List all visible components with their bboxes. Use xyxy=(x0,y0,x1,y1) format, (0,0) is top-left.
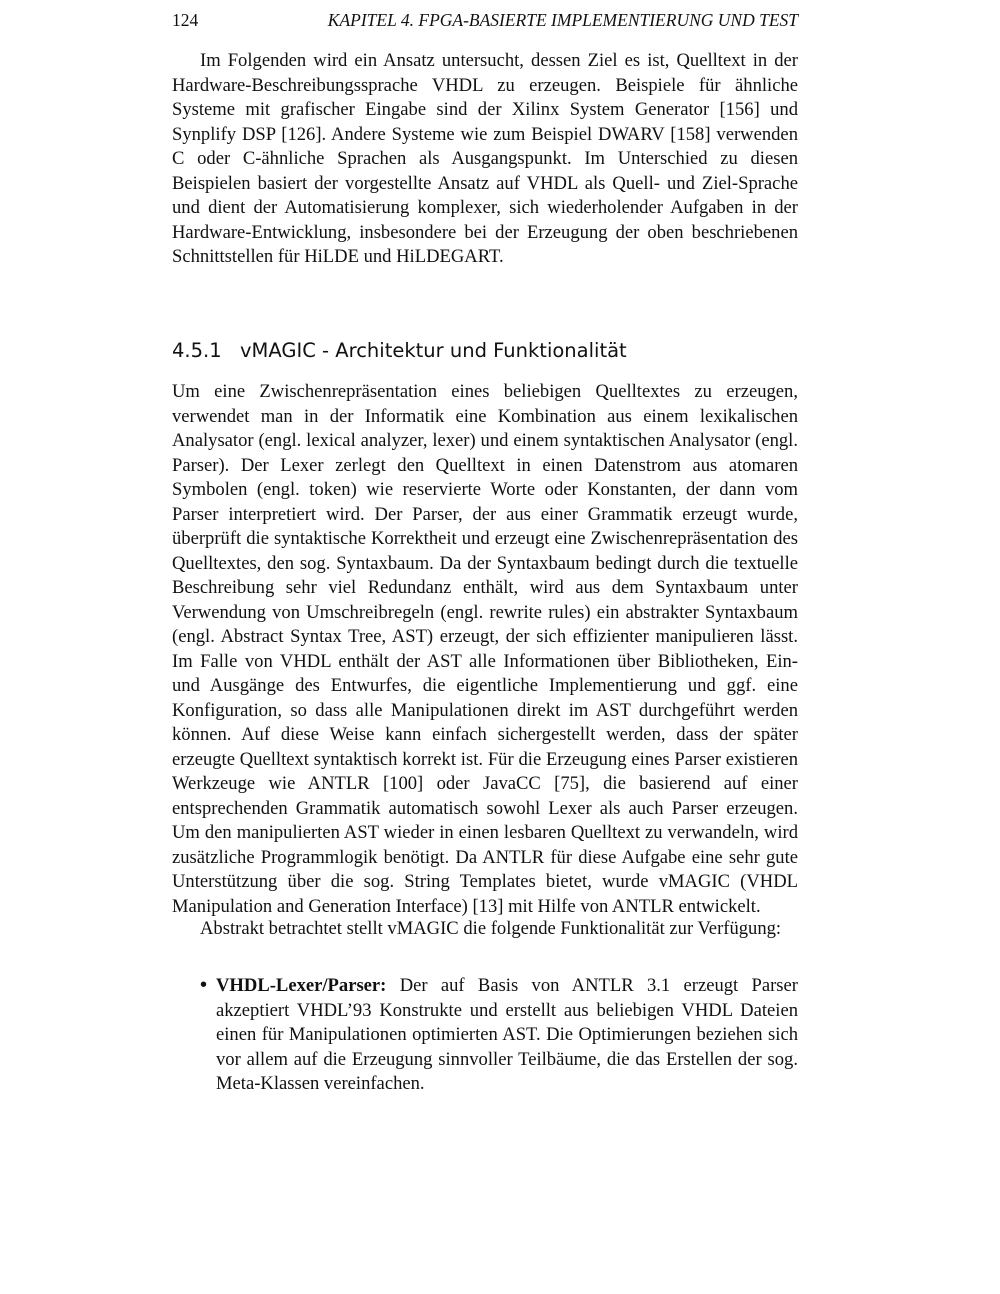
intro-paragraph: Im Folgenden wird ein Ansatz untersucht, dessen Ziel es ist, Quelltext in der Hardware-Beschreibungssprache VHDL zu erzeugen. Beispiele für ähnliche Systeme mit grafischer Eingabe sind der Xilinx System Generator [156] und Synplify DSP [126]. Andere Systeme wie zum Beispiel DWARV [158] verwenden C oder C-ähnliche Sprachen als Ausgangspunkt. Im Unterschied zu diesen Beispielen basiert der vorgestellte Ansatz auf VHDL als Quell- und Ziel-Sprache und dient der Automatisierung komplexer, sich wiederholender Aufgaben in der Hardware-Entwicklung, insbesondere bei der Erzeugung der oben beschriebenen Schnittstellen für HiLDE und HiLDEGART. xyxy=(172,50,798,267)
bullet-icon: • xyxy=(198,975,209,996)
list-item-text: Der auf Basis von ANTLR 3.1 erzeugt Parser akzeptiert VHDL’93 Konstrukte und erstellt aus beliebigen VHDL Dateien einen für Manipulationen optimierten AST. Die Optimierungen beziehen sich vor allem auf die Erzeugung sinnvoller Teilbäume, die das Erstellen der sog. Meta-Klassen vereinfachen. xyxy=(216,975,798,1094)
feature-list xyxy=(172,974,798,1097)
list-item-term: VHDL-Lexer/Parser: xyxy=(216,975,387,996)
chapter-title: KAPITEL 4. FPGA-BASIERTE IMPLEMENTIERUNG UND TEST xyxy=(327,10,798,30)
section-paragraph: Um eine Zwischenrepräsentation eines beliebigen Quelltextes zu erzeugen, verwendet man in der Informatik eine Kombination aus einem lexikalischen Analysator (engl. lexical analyzer, lexer) und einem syntaktischen Analysator (engl. Parser). Der Lexer zerlegt den Quelltext in einen Datenstrom aus atomaren Symbolen (engl. token) wie reservierte Worte oder Konstanten, der dann vom Parser interpretiert wird. Der Parser, der aus einer Grammatik erzeugt wurde, überprüft die syntaktische Korrektheit und erzeugt eine Zwischenrepräsentation des Quelltextes, den sog. Syntaxbaum. Da der Syntaxbaum bedingt durch die textuelle Beschreibung sehr viel Redundanz enthält, wird aus dem Syntaxbaum unter Verwendung von Umschreibregeln (engl. rewrite rules) ein abstrakter Syntaxbaum (engl. Abstract Syntax Tree, AST) erzeugt, der sich effizienter manipulieren lässt. Im Falle von VHDL enthält der AST alle Informationen über Bibliotheken, Ein- und Ausgänge des Entwurfes, die eigentliche Implementierung und ggf. eine Konfiguration, so dass alle Manipulationen direkt im AST durchgeführt werden können. Auf diese Weise kann einfach sichergestellt werden, dass der später erzeugte Quelltext syntaktisch korrekt ist. Für die Erzeugung eines Parser existieren Werkzeuge wie ANTLR [100] oder JavaCC [75], die basierend auf einer entsprechenden Grammatik automatisch sowohl Lexer als auch Parser erzeugen. Um den manipulierten AST wieder in einen lesbaren Quelltext zu verwandeln, wird zusätzliche Programmlogik benötigt. Da ANTLR für diese Aufgabe eine sehr gute Unterstützung über die sog. String Templates bietet, wurde vMAGIC (VHDL Manipulation and Generation Interface) [13] mit Hilfe von ANTLR entwickelt. xyxy=(172,381,798,917)
section-paragraph-summary: Abstrakt betrachtet stellt vMAGIC die folgende Funktionalität zur Verfügung: xyxy=(200,918,782,939)
section-number: 4.5.1 xyxy=(172,339,222,362)
section-heading xyxy=(172,339,798,362)
page-number: 124 xyxy=(172,10,199,30)
section-title: vMAGIC - Architektur und Funktionalität xyxy=(240,339,627,362)
running-header xyxy=(172,10,798,32)
list-item xyxy=(172,974,798,1097)
